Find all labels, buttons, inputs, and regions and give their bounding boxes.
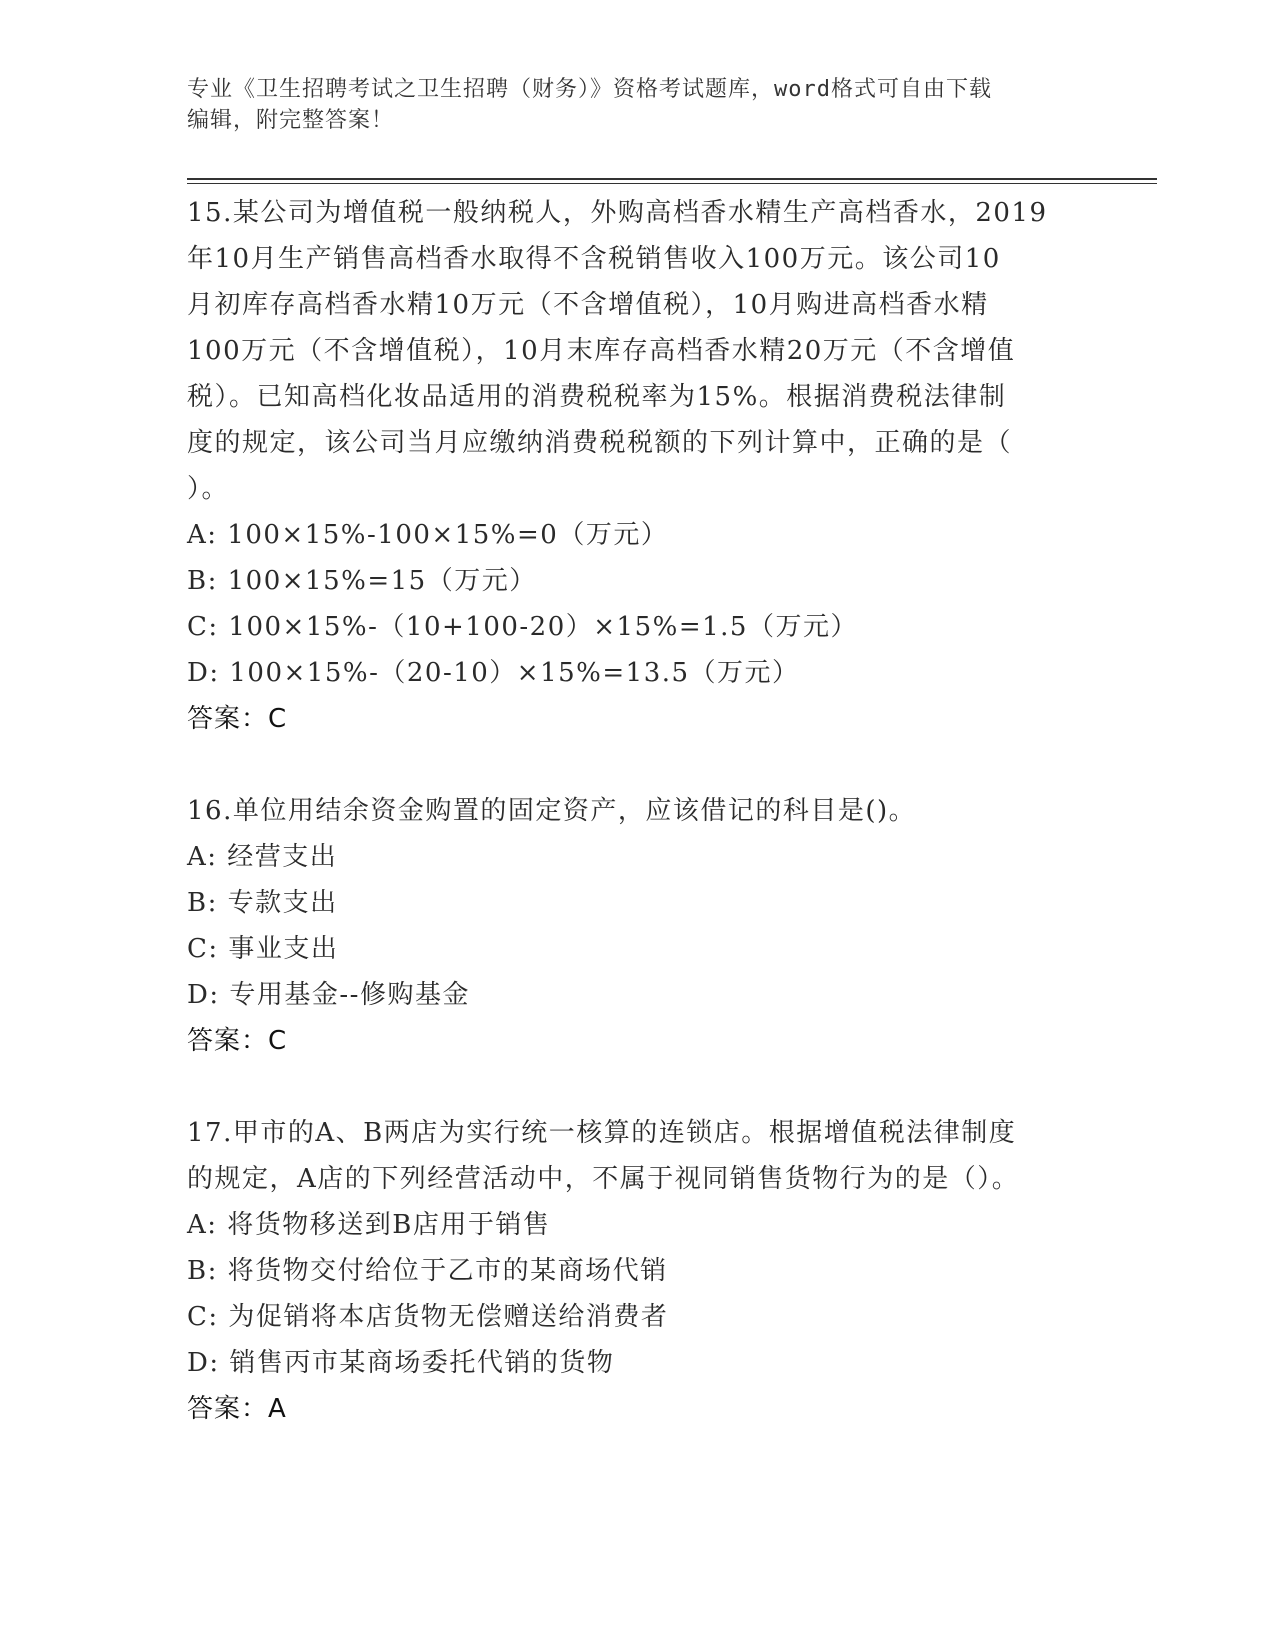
option-c: C: 为促销将本店货物无偿赠送给消费者: [187, 1302, 669, 1332]
document-header: [187, 74, 1067, 136]
option-a: A: 100×15%-100×15%=0（万元）: [187, 520, 669, 550]
header-line-1: 专业《卫生招聘考试之卫生招聘（财务）》资格考试题库，word格式可自由下载: [187, 77, 992, 102]
option-a: A: 经营支出: [187, 842, 338, 872]
question-text-line: 的规定，A店的下列经营活动中，不属于视同销售货物行为的是（）。: [187, 1164, 1020, 1194]
answer-label: 答案：A: [187, 1394, 287, 1424]
question-text-line: 16.单位用结余资金购置的固定资产，应该借记的科目是()。: [187, 796, 917, 826]
question-15: [187, 190, 1087, 742]
option-d: D: 100×15%-（20-10）×15%=13.5（万元）: [187, 658, 800, 688]
answer-label: 答案：C: [187, 1026, 288, 1056]
question-text-line: 100万元（不含增值税），10月末库存高档香水精20万元（不含增值: [187, 336, 1016, 366]
option-c: C: 事业支出: [187, 934, 339, 964]
option-c: C: 100×15%-（10+100-20）×15%=1.5（万元）: [187, 612, 858, 642]
question-list: [187, 190, 1087, 1432]
question-text-line: 度的规定，该公司当月应缴纳消费税税额的下列计算中，正确的是（: [187, 428, 1013, 458]
header-line-2: 编辑，附完整答案！: [187, 108, 395, 133]
question-text-line: 月初库存高档香水精10万元（不含增值税），10月购进高档香水精: [187, 290, 989, 320]
question-17: [187, 1110, 1087, 1432]
question-text-line: 15.某公司为增值税一般纳税人，外购高档香水精生产高档香水，2019: [187, 198, 1048, 228]
question-text-line: ）。: [187, 474, 230, 504]
option-d: D: 专用基金--修购基金: [187, 980, 470, 1010]
option-a: A: 将货物移送到B店用于销售: [187, 1210, 551, 1240]
option-b: B: 专款支出: [187, 888, 338, 918]
option-b: B: 100×15%=15（万元）: [187, 566, 537, 596]
answer-label: 答案：C: [187, 704, 288, 734]
header-divider-thick: [187, 178, 1157, 180]
question-text-line: 17.甲市的A、B两店为实行统一核算的连锁店。根据增值税法律制度: [187, 1118, 1017, 1148]
question-text-line: 年10月生产销售高档香水取得不含税销售收入100万元。该公司10: [187, 244, 1001, 274]
question-16: [187, 788, 1087, 1064]
header-divider-thin: [187, 183, 1157, 184]
option-d: D: 销售丙市某商场委托代销的货物: [187, 1348, 615, 1378]
question-spacer: [187, 742, 1087, 788]
question-spacer: [187, 1064, 1087, 1110]
question-text-line: 税）。已知高档化妆品适用的消费税税率为15%。根据消费税法律制: [187, 382, 1007, 412]
option-b: B: 将货物交付给位于乙市的某商场代销: [187, 1256, 668, 1286]
